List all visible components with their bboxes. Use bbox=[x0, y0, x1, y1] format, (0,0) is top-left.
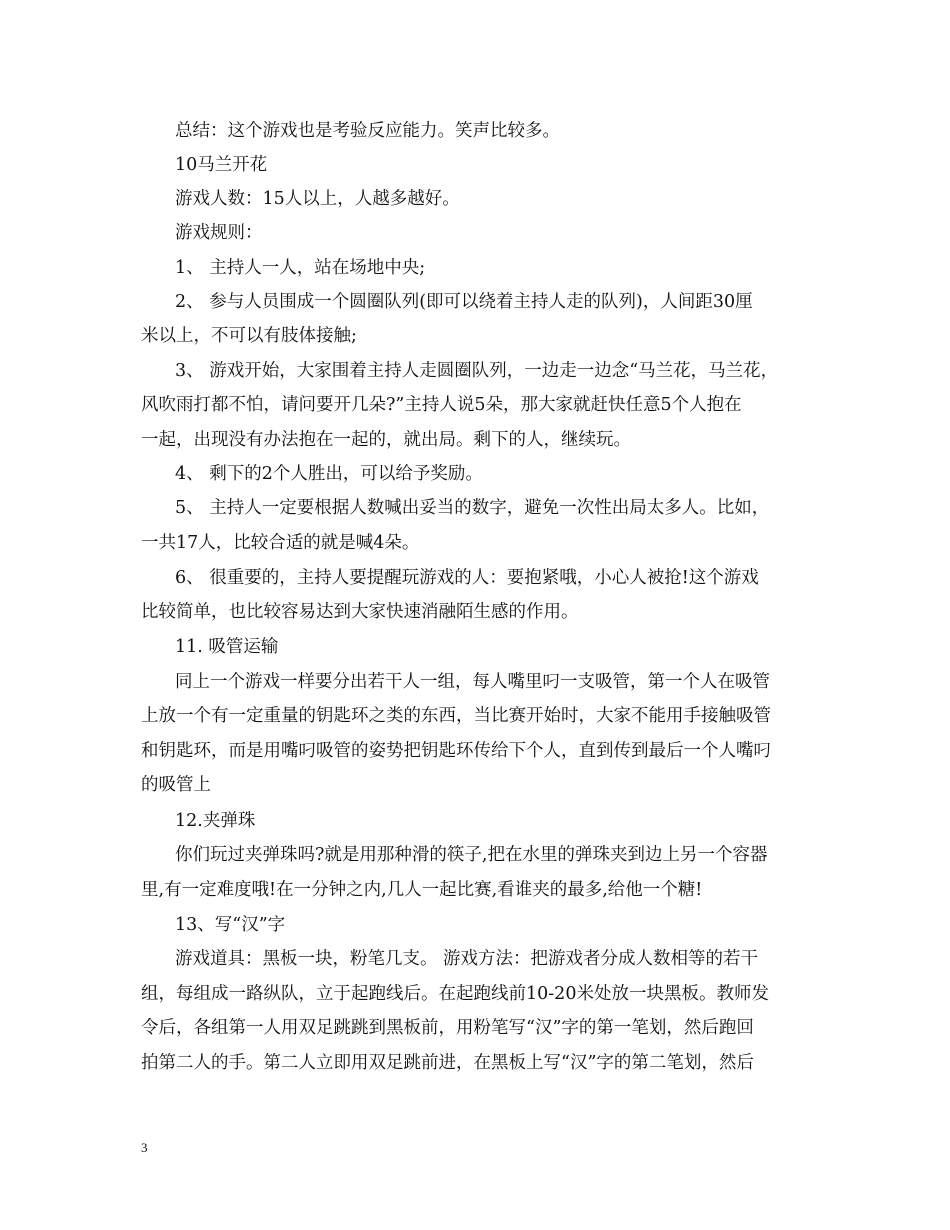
text-line: 游戏规则： bbox=[175, 223, 263, 243]
list-item: 3、 游戏开始，大家围着主持人走圆圈队列，一边走一边念“马兰花，马兰花， bbox=[175, 361, 779, 381]
section-heading: 10马兰开花 bbox=[175, 155, 268, 175]
list-item: 2、 参与人员围成一个圆圈队列(即可以绕着主持人走的队列)，人间距30厘 bbox=[175, 292, 753, 312]
text-line: 和钥匙环，而是用嘴叼吸管的姿势把钥匙环传给下个人，直到传到最后一个人嘴叼 bbox=[141, 741, 771, 761]
page-number: 3 bbox=[141, 1140, 148, 1155]
list-item: 1、 主持人一人，站在场地中央; bbox=[175, 258, 426, 278]
text-line: 里,有一定难度哦!在一分钟之内,几人一起比赛,看谁夹的最多,给他一个糖! bbox=[141, 880, 703, 900]
text-line: 一起，出现没有办法抱在一起的，就出局。剩下的人，继续玩。 bbox=[141, 430, 631, 450]
section-heading: 12.夹弹珠 bbox=[175, 811, 256, 831]
text-line: 米以上，不可以有肢体接触; bbox=[141, 326, 357, 346]
text-line: 总结：这个游戏也是考验反应能力。笑声比较多。 bbox=[175, 121, 560, 141]
text-line: 游戏道具：黑板一块，粉笔几支。 游戏方法：把游戏者分成人数相等的若干 bbox=[175, 949, 759, 969]
text-line: 令后，各组第一人用双足跳跳到黑板前，用粉笔写“汉”字的第一笔划，然后跑回 bbox=[141, 1018, 754, 1038]
text-line: 风吹雨打都不怕，请问要开几朵?”主持人说5朵，那大家就赶快任意5个人抱在 bbox=[141, 395, 742, 415]
text-line: 上放一个有一定重量的钥匙环之类的东西，当比赛开始时，大家不能用手接触吸管 bbox=[141, 706, 771, 726]
list-item: 6、 很重要的，主持人要提醒玩游戏的人：要抱紧哦，小心人被抢!这个游戏 bbox=[175, 568, 759, 588]
text-line: 比较简单，也比较容易达到大家快速消融陌生感的作用。 bbox=[141, 602, 579, 622]
text-line: 同上一个游戏一样要分出若干人一组，每人嘴里叼一支吸管，第一个人在吸管 bbox=[175, 672, 770, 692]
text-line: 拍第二人的手。第二人立即用双足跳前进，在黑板上写“汉”字的第二笔划，然后 bbox=[141, 1053, 754, 1073]
text-line: 你们玩过夹弹珠吗?就是用那种滑的筷子,把在水里的弹珠夹到边上另一个容器 bbox=[175, 845, 768, 865]
text-line: 一共17人，比较合适的就是喊4朵。 bbox=[141, 533, 420, 553]
section-heading: 13、写“汉”字 bbox=[175, 915, 286, 935]
text-line: 游戏人数：15人以上，人越多越好。 bbox=[175, 189, 460, 209]
text-line: 的吸管上 bbox=[141, 775, 211, 795]
section-heading: 11. 吸管运输 bbox=[175, 637, 279, 657]
text-line: 组，每组成一路纵队，立于起跑线后。在起跑线前10-20米处放一块黑板。教师发 bbox=[141, 984, 769, 1004]
list-item: 5、 主持人一定要根据人数喊出妥当的数字，避免一次性出局太多人。比如， bbox=[175, 498, 770, 518]
list-item: 4、 剩下的2个人胜出，可以给予奖励。 bbox=[175, 464, 483, 484]
